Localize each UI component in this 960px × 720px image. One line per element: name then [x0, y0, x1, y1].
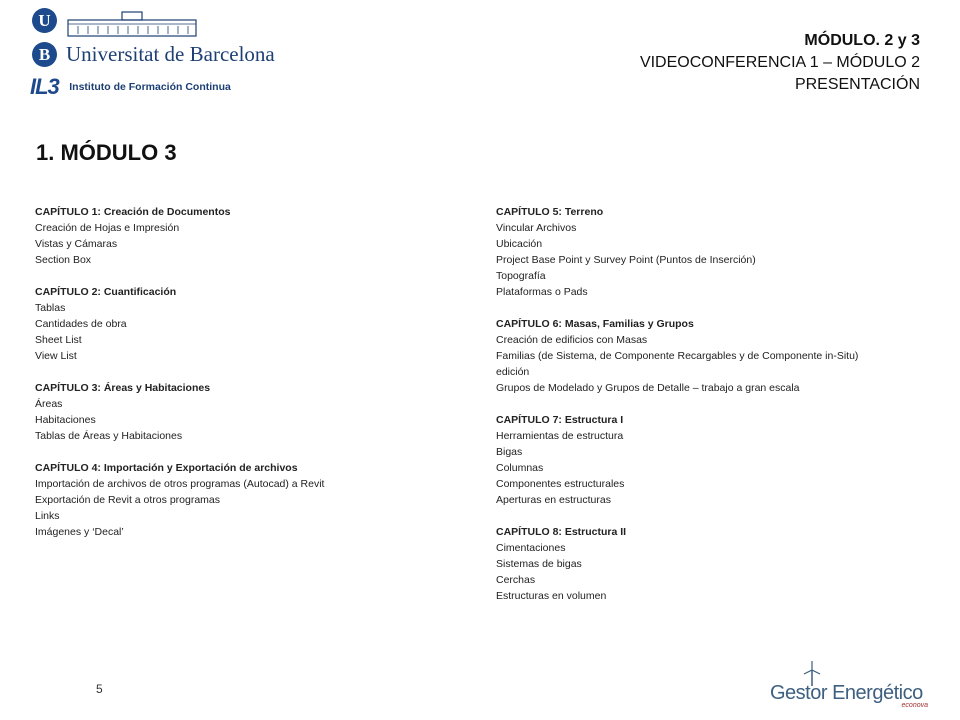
list-item: Bigas [496, 446, 523, 458]
list-item: Familias (de Sistema, de Componente Recargables y de Componente in-Situ) [496, 350, 859, 362]
list-item: Componentes estructurales [496, 478, 625, 490]
list-item: Imágenes y ‘Decal’ [35, 526, 124, 538]
spacer [496, 508, 936, 524]
header-presentation: PRESENTACIÓN [794, 76, 920, 93]
chapter-heading: CAPÍTULO 5: Terreno [496, 206, 604, 218]
ub-u-badge: U [32, 8, 57, 33]
list-item: Importación de archivos de otros programas (Autocad) a Revit [35, 478, 325, 490]
list-item: Vincular Archivos [496, 222, 577, 234]
ub-logo [32, 6, 275, 66]
list-item: Cerchas [496, 574, 536, 586]
list-item: Áreas [35, 398, 63, 410]
list-item: Section Box [35, 254, 92, 266]
slide-header [500, 30, 920, 96]
chapter-heading: CAPÍTULO 1: Creación de Documentos [35, 206, 231, 218]
chapter-heading: CAPÍTULO 8: Estructura II [496, 526, 627, 538]
list-item: Sistemas de bigas [496, 558, 582, 570]
list-item: Creación de edificios con Masas [496, 334, 648, 346]
spacer [496, 396, 936, 412]
left-column [35, 204, 475, 540]
ub-name: Universitat de Barcelona [66, 42, 275, 66]
list-item: Habitaciones [35, 414, 96, 426]
list-item: Project Base Point y Survey Point (Puntos de Inserción) [496, 254, 756, 266]
list-item: Aperturas en estructuras [496, 494, 611, 506]
gestor-energetico-logo [770, 660, 930, 712]
right-column [496, 204, 936, 604]
il3-logo [30, 74, 245, 100]
list-item: Cantidades de obra [35, 318, 127, 330]
chapter-heading: CAPÍTULO 2: Cuantificación [35, 286, 177, 298]
chapter-heading: CAPÍTULO 6: Masas, Familias y Grupos [496, 318, 694, 330]
header-videoconference: VIDEOCONFERENCIA 1 – MÓDULO 2 [639, 54, 920, 71]
spacer [35, 364, 475, 380]
page-number: 5 [96, 682, 103, 696]
list-item: Columnas [496, 462, 544, 474]
header-module: MÓDULO. 2 y 3 [804, 32, 920, 49]
list-item: Vistas y Cámaras [35, 238, 118, 250]
ge-sub: econova [901, 702, 928, 709]
list-item: Herramientas de estructura [496, 430, 624, 442]
list-item: Estructuras en volumen [496, 590, 607, 602]
list-item: Exportación de Revit a otros programas [35, 494, 221, 506]
list-item: Sheet List [35, 334, 82, 346]
ge-name: Gestor Energético [770, 682, 923, 704]
il3-mark: IL3 [30, 74, 59, 99]
spacer [35, 268, 475, 284]
spacer [35, 444, 475, 460]
list-item: View List [35, 350, 77, 362]
il3-text: Instituto de Formación Continua [69, 81, 231, 93]
list-item: Grupos de Modelado y Grupos de Detalle – trabajo a gran escala [496, 382, 800, 394]
list-item: Plataformas o Pads [496, 286, 588, 298]
spacer [496, 300, 936, 316]
list-item: Tablas [35, 302, 66, 314]
list-item: Creación de Hojas e Impresión [35, 222, 180, 234]
list-item: Tablas de Áreas y Habitaciones [35, 430, 183, 442]
ub-b-badge: B [32, 42, 57, 67]
list-item: Topografía [496, 270, 546, 282]
list-item: edición [496, 366, 530, 378]
list-item: Ubicación [496, 238, 543, 250]
chapter-heading: CAPÍTULO 3: Áreas y Habitaciones [35, 382, 211, 394]
chapter-heading: CAPÍTULO 4: Importación y Exportación de archivos [35, 462, 298, 474]
list-item: Cimentaciones [496, 542, 566, 554]
list-item: Links [35, 510, 60, 522]
page-title: 1. MÓDULO 3 [36, 140, 177, 165]
ub-building-icon [66, 10, 198, 38]
chapter-heading: CAPÍTULO 7: Estructura I [496, 414, 624, 426]
